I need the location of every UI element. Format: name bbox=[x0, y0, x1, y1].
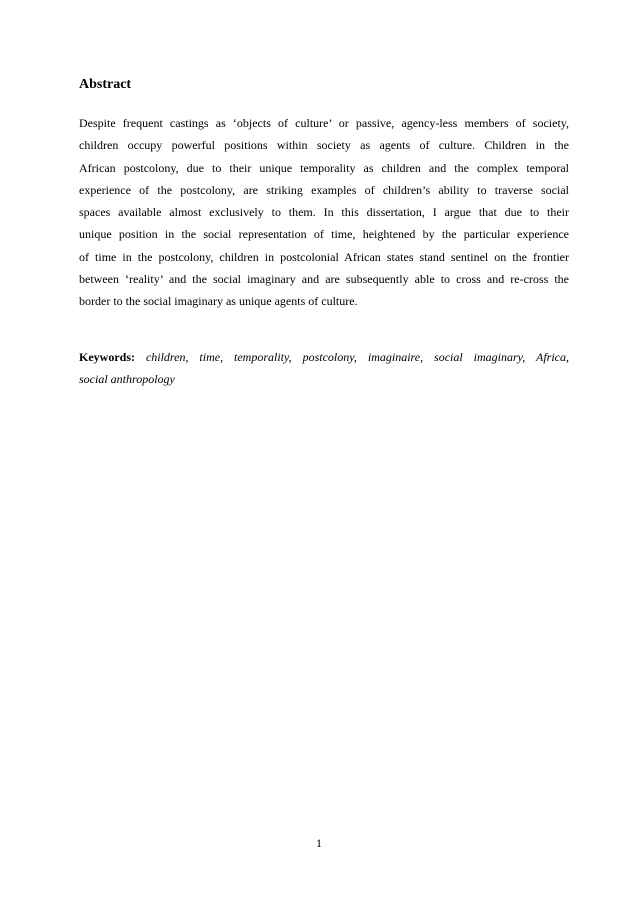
abstract-line: African postcolony, due to their unique temporality as children and the complex temporal bbox=[79, 160, 569, 175]
keywords-line-2: social anthropology bbox=[79, 372, 175, 387]
abstract-line: experience of the postcolony, are striking examples of children’s ability to traverse social bbox=[79, 182, 569, 197]
abstract-line: of time in the postcolony, children in postcolonial African states stand sentinel on the frontier bbox=[79, 249, 569, 264]
keywords-line-1 bbox=[79, 346, 569, 368]
abstract-line: border to the social imaginary as unique agents of culture. bbox=[79, 294, 358, 309]
keywords-list: children, time, temporality, postcolony, imaginaire, social imaginary, Africa, bbox=[145, 350, 569, 364]
keywords-label: Keywords: bbox=[79, 350, 135, 364]
abstract-paragraph bbox=[79, 112, 569, 313]
abstract-line: Despite frequent castings as ‘objects of culture’ or passive, agency-less members of society, bbox=[79, 116, 569, 130]
abstract-line: spaces available almost exclusively to them. In this dissertation, I argue that due to their bbox=[79, 205, 569, 220]
page-number: 1 bbox=[316, 836, 322, 850]
keywords-block bbox=[79, 346, 569, 391]
abstract-line: children occupy powerful positions within society as agents of culture. Children in the bbox=[79, 138, 569, 153]
abstract-line: between ‘reality’ and the social imaginary and are subsequently able to cross and re-cross the bbox=[79, 272, 569, 287]
abstract-heading: Abstract bbox=[79, 77, 132, 92]
abstract-line: unique position in the social representation of time, heightened by the particular experience bbox=[79, 227, 569, 242]
